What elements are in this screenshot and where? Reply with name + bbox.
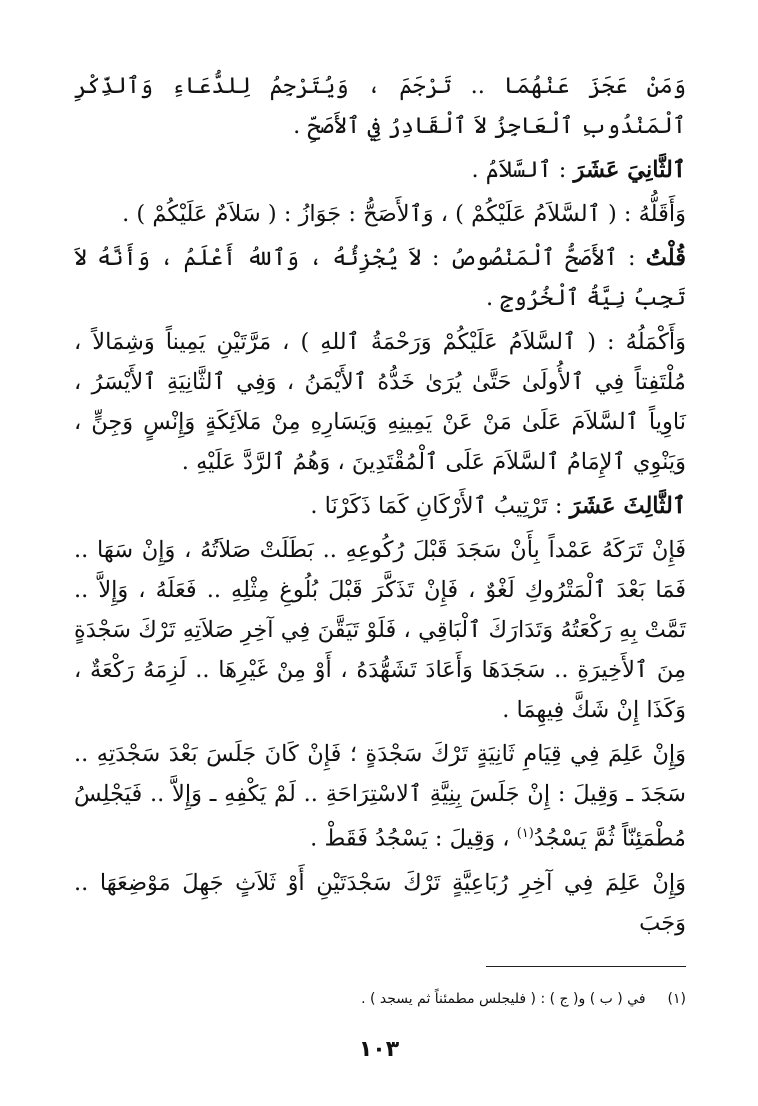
paragraph-6-text: : تَرْتِيبُ ٱلأَرْكَانِ كَمَا ذَكَرْنَا .: [310, 493, 570, 519]
paragraph-4-text: : ٱلأَصَحُّ ٱلْمَنْصُوصُ : لاَ يُجْزِئُهُ ، وَٱللهُ أَعْلَمُ ، وَأَنَّهُ لاَ تَجِبُ نِيَّةُ ٱلْخُرُوجِ .: [74, 245, 686, 311]
paragraph-5-text: وَأَكْمَلُهُ : ( ٱلسَّلاَمُ عَلَيْكُمْ وَرَحْمَةُ ٱللهِ ) ، مَرَّتَيْنِ يَمِيناً وَشِمَالاً ، مُلْتَفِتاً فِي ٱلأُولَىٰ حَتَّىٰ يُرَىٰ خَدُّهُ ٱلأَيْمَنُ ، وَفِي ٱلثَّانِيَةِ ٱلأَيْسَرُ ، نَاوِياً ٱلسَّلاَمَ عَلَىٰ مَنْ عَنْ يَمِينِهِ وَيَسَارِهِ مِنْ مَلاَئِكَةٍ وَإِنْسٍ وَجِنٍّ ، وَيَنْوِي ٱلإِمَامُ ٱلسَّلاَمَ عَلَى ٱلْمُقْتَدِينَ ، وَهُمُ ٱلرَّدَّ عَلَيْهِ .: [74, 329, 686, 475]
section-heading-thirteenth: ٱلثَّالِثَ عَشَرَ: [569, 493, 686, 519]
paragraph-8-text: وَإِنْ عَلِمَ فِي قِيَامِ ثَانِيَةٍ تَرْكَ سَجْدَةٍ ؛ فَإِنْ كَانَ جَلَسَ بَعْدَ سَجْدَتِهِ .. سَجَدَ ـ وَقِيلَ : إِنْ جَلَسَ بِنِيَّةِ ٱلاسْتِرَاحَةِ .. لَمْ يَكْفِهِ ـ وَإِلاَّ .. فَيَجْلِسُ مُطْمَئِنّاً ثُمَّ يَسْجُدُ: [74, 741, 686, 852]
paragraph-3-text: وَأَقَلُّهُ : ( ٱلسَّلاَمُ عَلَيْكُمْ ) ، وَٱلأَصَحُّ : جَوَازُ : ( سَلاَمٌ عَلَيْكُمْ ) .: [122, 201, 686, 227]
footnote-text: في ( ب ) و( ج ) : ( فليجلس مطمئناً ثم يسجد ) .: [361, 991, 646, 1007]
section-heading-twelfth: ٱلثَّانِيَ عَشَرَ: [573, 157, 686, 183]
paragraph-2-text: : ٱلسَّلاَمُ .: [471, 157, 574, 183]
paragraph-5: [74, 322, 686, 482]
paragraph-1: [74, 66, 686, 146]
paragraph-7-text: فَإِنْ تَرَكَهُ عَمْداً بِأَنْ سَجَدَ قَبْلَ رُكُوعِهِ .. بَطَلَتْ صَلاَتُهُ ، وَإِنْ سَهَا .. فَمَا بَعْدَ ٱلْمَتْرُوكِ لَغْوٌ ، فَإِنْ تَذَكَّرَ قَبْلَ بُلُوغِ مِثْلِهِ .. فَعَلَهُ ، وَإِلاَّ .. تَمَّتْ بِهِ رَكْعَتُهُ وَتَدَارَكَ ٱلْبَاقِي ، فَلَوْ تَيَقَّنَ فِي آخِرِ صَلاَتِهِ تَرْكَ سَجْدَةٍ مِنَ ٱلأَخِيرَةِ .. سَجَدَهَا وَأَعَادَ تَشَهُّدَهُ ، أَوْ مِنْ غَيْرِهَا .. لَزِمَهُ رَكْعَةٌ ، وَكَذَا إِنْ شَكَّ فِيهِمَا .: [74, 537, 686, 723]
paragraph-1-text: وَمَنْ عَجَزَ عَنْهُمَا .. تَرْجَمَ ، وَيُتَرْجِمُ لِلدُّعَاءِ وَٱلذِّكْرِ ٱلْمَنْدُوبِ ٱلْعَاجِزُ لاَ ٱلْقَادِرُ فِي ٱلأَصَحِّ .: [74, 73, 686, 139]
footnote: [86, 988, 686, 1010]
footnote-reference: (١): [516, 826, 534, 841]
paragraph-8: [74, 734, 686, 859]
paragraph-6: [74, 486, 686, 526]
page-body: [74, 66, 686, 943]
paragraph-4: [74, 238, 686, 318]
paragraph-8-text-after: ، وَقِيلَ : يَسْجُدُ فَقَطْ .: [310, 825, 517, 852]
paragraph-9: [74, 863, 686, 943]
paragraph-7: [74, 530, 686, 730]
footnote-separator: [486, 966, 686, 967]
paragraph-9-text: وَإِنْ عَلِمَ فِي آخِرِ رُبَاعِيَّةٍ تَرْكَ سَجْدَتَيْنِ أَوْ ثَلاَثٍ جَهِلَ مَوْضِعَهَا .. وَجَبَ: [74, 869, 686, 936]
footnote-number: (١): [667, 991, 686, 1007]
section-heading-qultu: قُلْتُ: [645, 245, 686, 271]
page-number: ١٠٣: [358, 1037, 400, 1062]
paragraph-2: [74, 150, 686, 190]
paragraph-3: [74, 194, 686, 234]
